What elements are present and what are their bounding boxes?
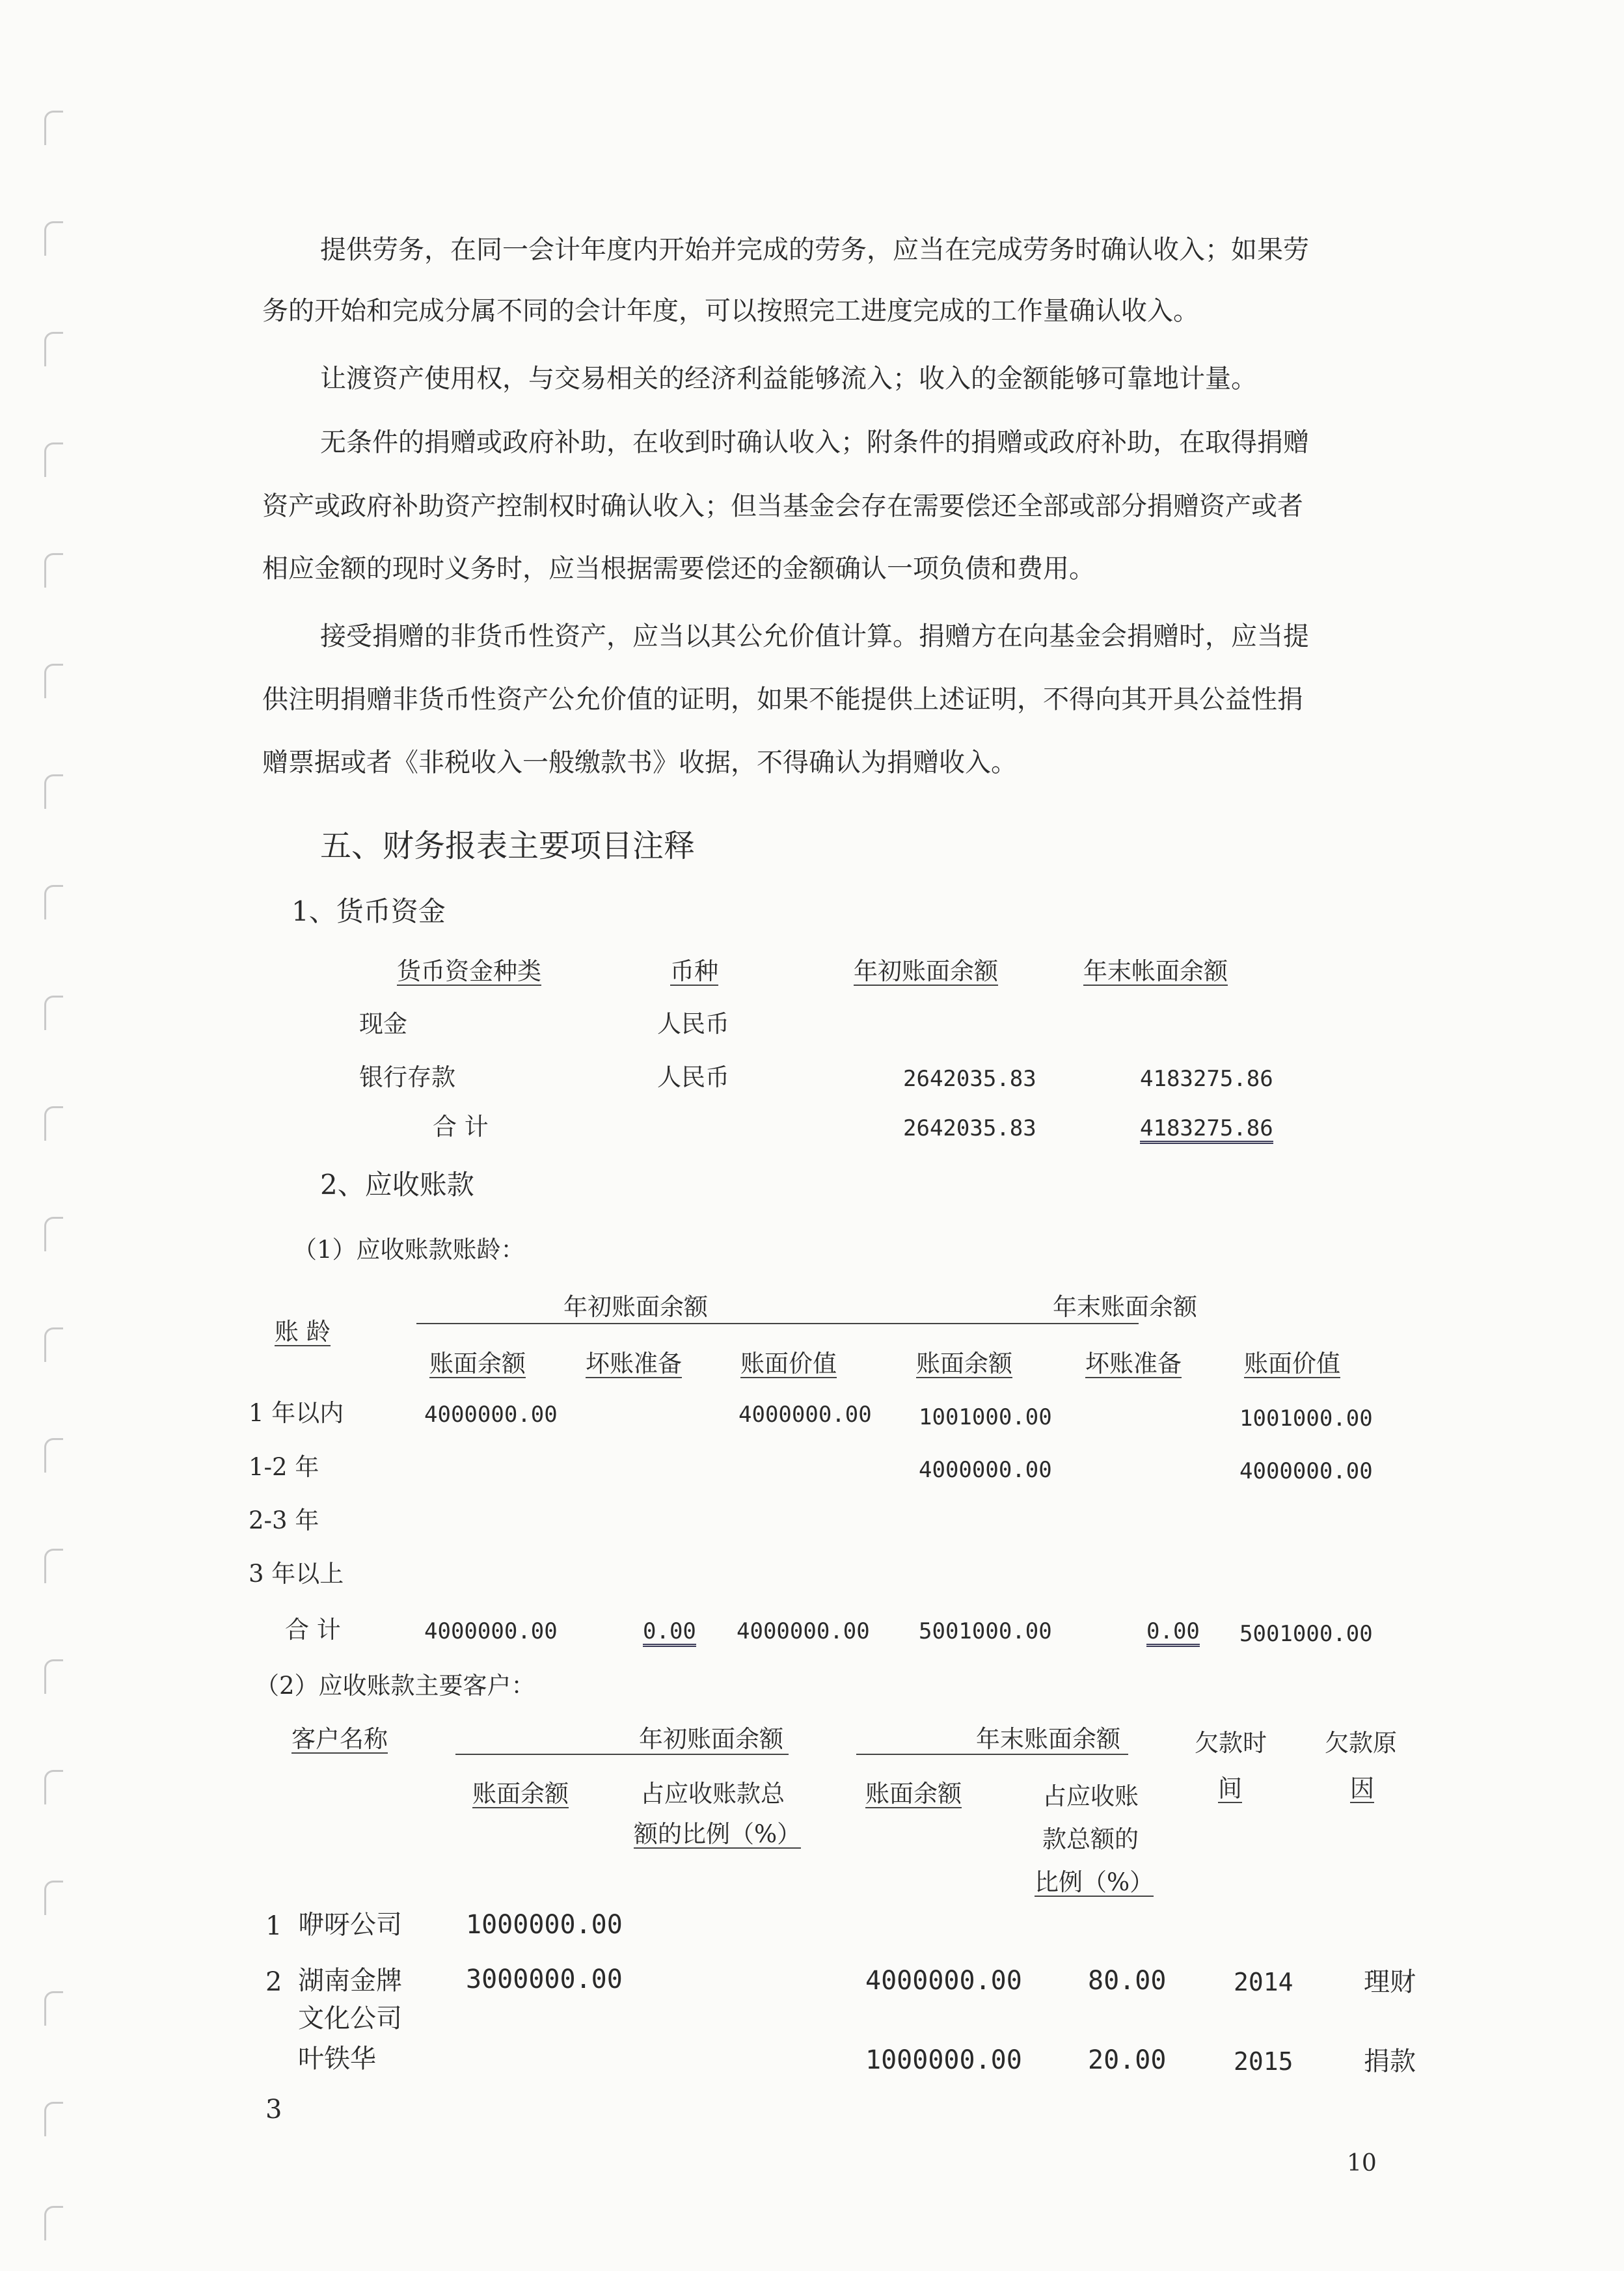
customer-row-reason: 捐款 [1364,2047,1416,2076]
aging-cell: 4000000.00 [1239,1458,1373,1484]
customers-group-end: 年末账面余额 [976,1725,1120,1753]
aging-cell: 4000000.00 [919,1457,1052,1483]
customers-sub-header: 额的比例（%） [634,1820,802,1848]
customers-sub-header: 占应收账款总 [640,1780,785,1808]
punch-mark [44,1991,63,2026]
customers-sub-header: 比例（%） [1035,1868,1154,1896]
cash-row-currency: 人民币 [657,1063,729,1091]
section-title: 五、财务报表主要项目注释 [320,828,696,864]
aging-subheading: （1）应收账款账龄： [293,1236,525,1264]
aging-col-header: 账面价值 [740,1350,837,1378]
aging-row-age: 3 年以上 [249,1560,344,1588]
aging-total-cell: 4000000.00 [424,1618,558,1644]
aging-total-cell: 0.00 [1146,1620,1200,1647]
customer-row-no: 1 [265,1911,282,1941]
paragraph-line: 赠票据或者《非税收入一般缴款书》收据，不得确认为捐赠收入。 [262,748,1017,778]
customer-row-end: 4000000.00 [865,1966,1022,1996]
customer-row-begin: 1000000.00 [466,1910,623,1940]
paragraph-line: 相应金额的现时义务时，应当根据需要偿还的金额确认一项负债和费用。 [262,554,1095,584]
aging-cell: 4000000.00 [424,1402,558,1428]
customers-sub-header: 账面余额 [865,1780,962,1808]
customers-sub-header: 款总额的 [1042,1825,1139,1853]
aging-cell: 1001000.00 [1239,1406,1373,1432]
customers-group-begin: 年初账面余额 [639,1725,783,1753]
punch-mark [44,1438,63,1473]
customers-subheading: （2）应收账款主要客户： [255,1672,535,1700]
page-number: 10 [1347,2150,1377,2177]
aging-group-begin: 年初账面余额 [563,1293,708,1321]
aging-group-rule-begin [416,1323,1139,1324]
customer-row-begin: 3000000.00 [466,1965,623,1994]
aging-group-rule-gap [885,1323,911,1324]
aging-col-header: 坏账准备 [1085,1350,1182,1378]
cash-total-end: 4183275.86 [1140,1117,1273,1144]
punch-mark [44,2206,63,2240]
customer-row-name: 叶铁华 [298,2044,376,2074]
customer-row-name-cont: 文化公司 [298,2004,402,2033]
punch-mark [44,221,63,256]
aging-col-header: 坏账准备 [586,1350,682,1378]
cash-row-type: 现金 [359,1010,407,1038]
customers-group-rule-end [856,1754,1128,1755]
cash-col-header: 年末帐面余额 [1083,957,1228,985]
aging-col-header: 账面价值 [1244,1350,1340,1378]
customer-row-ratio: 20.00 [1088,2045,1167,2075]
paragraph-line: 供注明捐赠非货币性资产公允价值的证明，如果不能提供上述证明，不得向其开具公益性捐 [262,685,1303,714]
punch-mark [44,111,63,145]
paragraph-line: 资产或政府补助资产控制权时确认收入；但当基金会存在需要偿还全部或部分捐赠资产或者 [262,491,1303,521]
aging-cell: 1001000.00 [919,1404,1052,1430]
punch-mark [44,2102,63,2136]
customer-row-end: 1000000.00 [865,2045,1022,2075]
punch-mark [44,996,63,1030]
cash-row-end: 4183275.86 [1140,1066,1273,1092]
customers-header-name: 客户名称 [291,1725,388,1753]
customer-row-no: 3 [265,2095,282,2125]
paragraph-line: 无条件的捐赠或政府补助，在收到时确认收入；附条件的捐赠或政府补助，在取得捐赠 [320,428,1309,457]
customers-owe-time: 欠款时 [1195,1729,1267,1757]
paragraph-line: 让渡资产使用权，与交易相关的经济利益能够流入；收入的金额能够可靠地计量。 [320,364,1257,394]
customers-sub-header: 占应收账 [1042,1782,1139,1810]
aging-row-age: 1-2 年 [249,1453,319,1481]
cash-row-begin: 2642035.83 [903,1066,1036,1092]
punch-mark [44,885,63,919]
customer-row-ratio: 80.00 [1088,1966,1167,1996]
punch-mark [44,553,63,588]
aging-total-cell: 4000000.00 [737,1618,870,1644]
cash-col-header: 币种 [670,957,718,985]
customer-row-name: 咿呀公司 [298,1910,402,1940]
cash-heading: 1、货币资金 [291,895,446,927]
cash-row-type: 银行存款 [359,1063,455,1091]
punch-mark [44,1327,63,1362]
customer-row-year: 2015 [1234,2047,1293,2076]
customers-sub-header: 账面余额 [472,1780,569,1808]
cash-col-header: 年初账面余额 [854,957,998,985]
aging-group-end: 年末账面余额 [1053,1293,1197,1321]
customers-owe-reason: 欠款原 [1325,1729,1397,1757]
paragraph-line: 提供劳务，在同一会计年度内开始并完成的劳务，应当在完成劳务时确认收入；如果劳 [320,235,1309,265]
cash-row-currency: 人民币 [657,1010,729,1038]
aging-col-header: 账面余额 [429,1350,526,1378]
aging-age-header: 账 龄 [275,1318,331,1346]
customers-owe-reason: 因 [1350,1775,1374,1802]
customers-group-rule-begin [455,1754,789,1755]
punch-mark [44,332,63,366]
punch-mark [44,1549,63,1583]
aging-total-cell: 0.00 [643,1620,696,1647]
customer-row-reason: 理财 [1364,1967,1416,1997]
paragraph-line: 务的开始和完成分属不同的会计年度，可以按照完工进度完成的工作量确认收入。 [262,296,1199,326]
customers-owe-time: 间 [1218,1775,1242,1802]
aging-cell: 4000000.00 [738,1402,872,1428]
customer-row-no: 2 [265,1967,282,1997]
punch-mark [44,1881,63,1915]
punch-mark [44,1106,63,1141]
aging-col-header: 账面余额 [916,1350,1012,1378]
aging-total-cell: 5001000.00 [919,1618,1052,1644]
aging-row-age: 1 年以内 [249,1399,344,1427]
aging-total-cell: 5001000.00 [1239,1621,1373,1647]
cash-total-begin: 2642035.83 [903,1115,1036,1141]
punch-mark [44,1217,63,1251]
customer-row-name: 湖南金牌 [298,1966,402,1996]
aging-total-label: 合 计 [285,1616,341,1644]
receivables-heading: 2、应收账款 [320,1169,474,1201]
cash-col-header: 货币资金种类 [397,957,541,985]
punch-mark [44,1659,63,1694]
punch-mark [44,664,63,698]
aging-row-age: 2-3 年 [249,1506,319,1534]
punch-mark [44,442,63,477]
punch-mark [44,1770,63,1804]
paragraph-line: 接受捐赠的非货币性资产，应当以其公允价值计算。捐赠方在向基金会捐赠时，应当提 [320,621,1309,651]
punch-mark [44,774,63,809]
customer-row-year: 2014 [1234,1968,1293,1996]
cash-total-label: 合 计 [433,1113,489,1141]
